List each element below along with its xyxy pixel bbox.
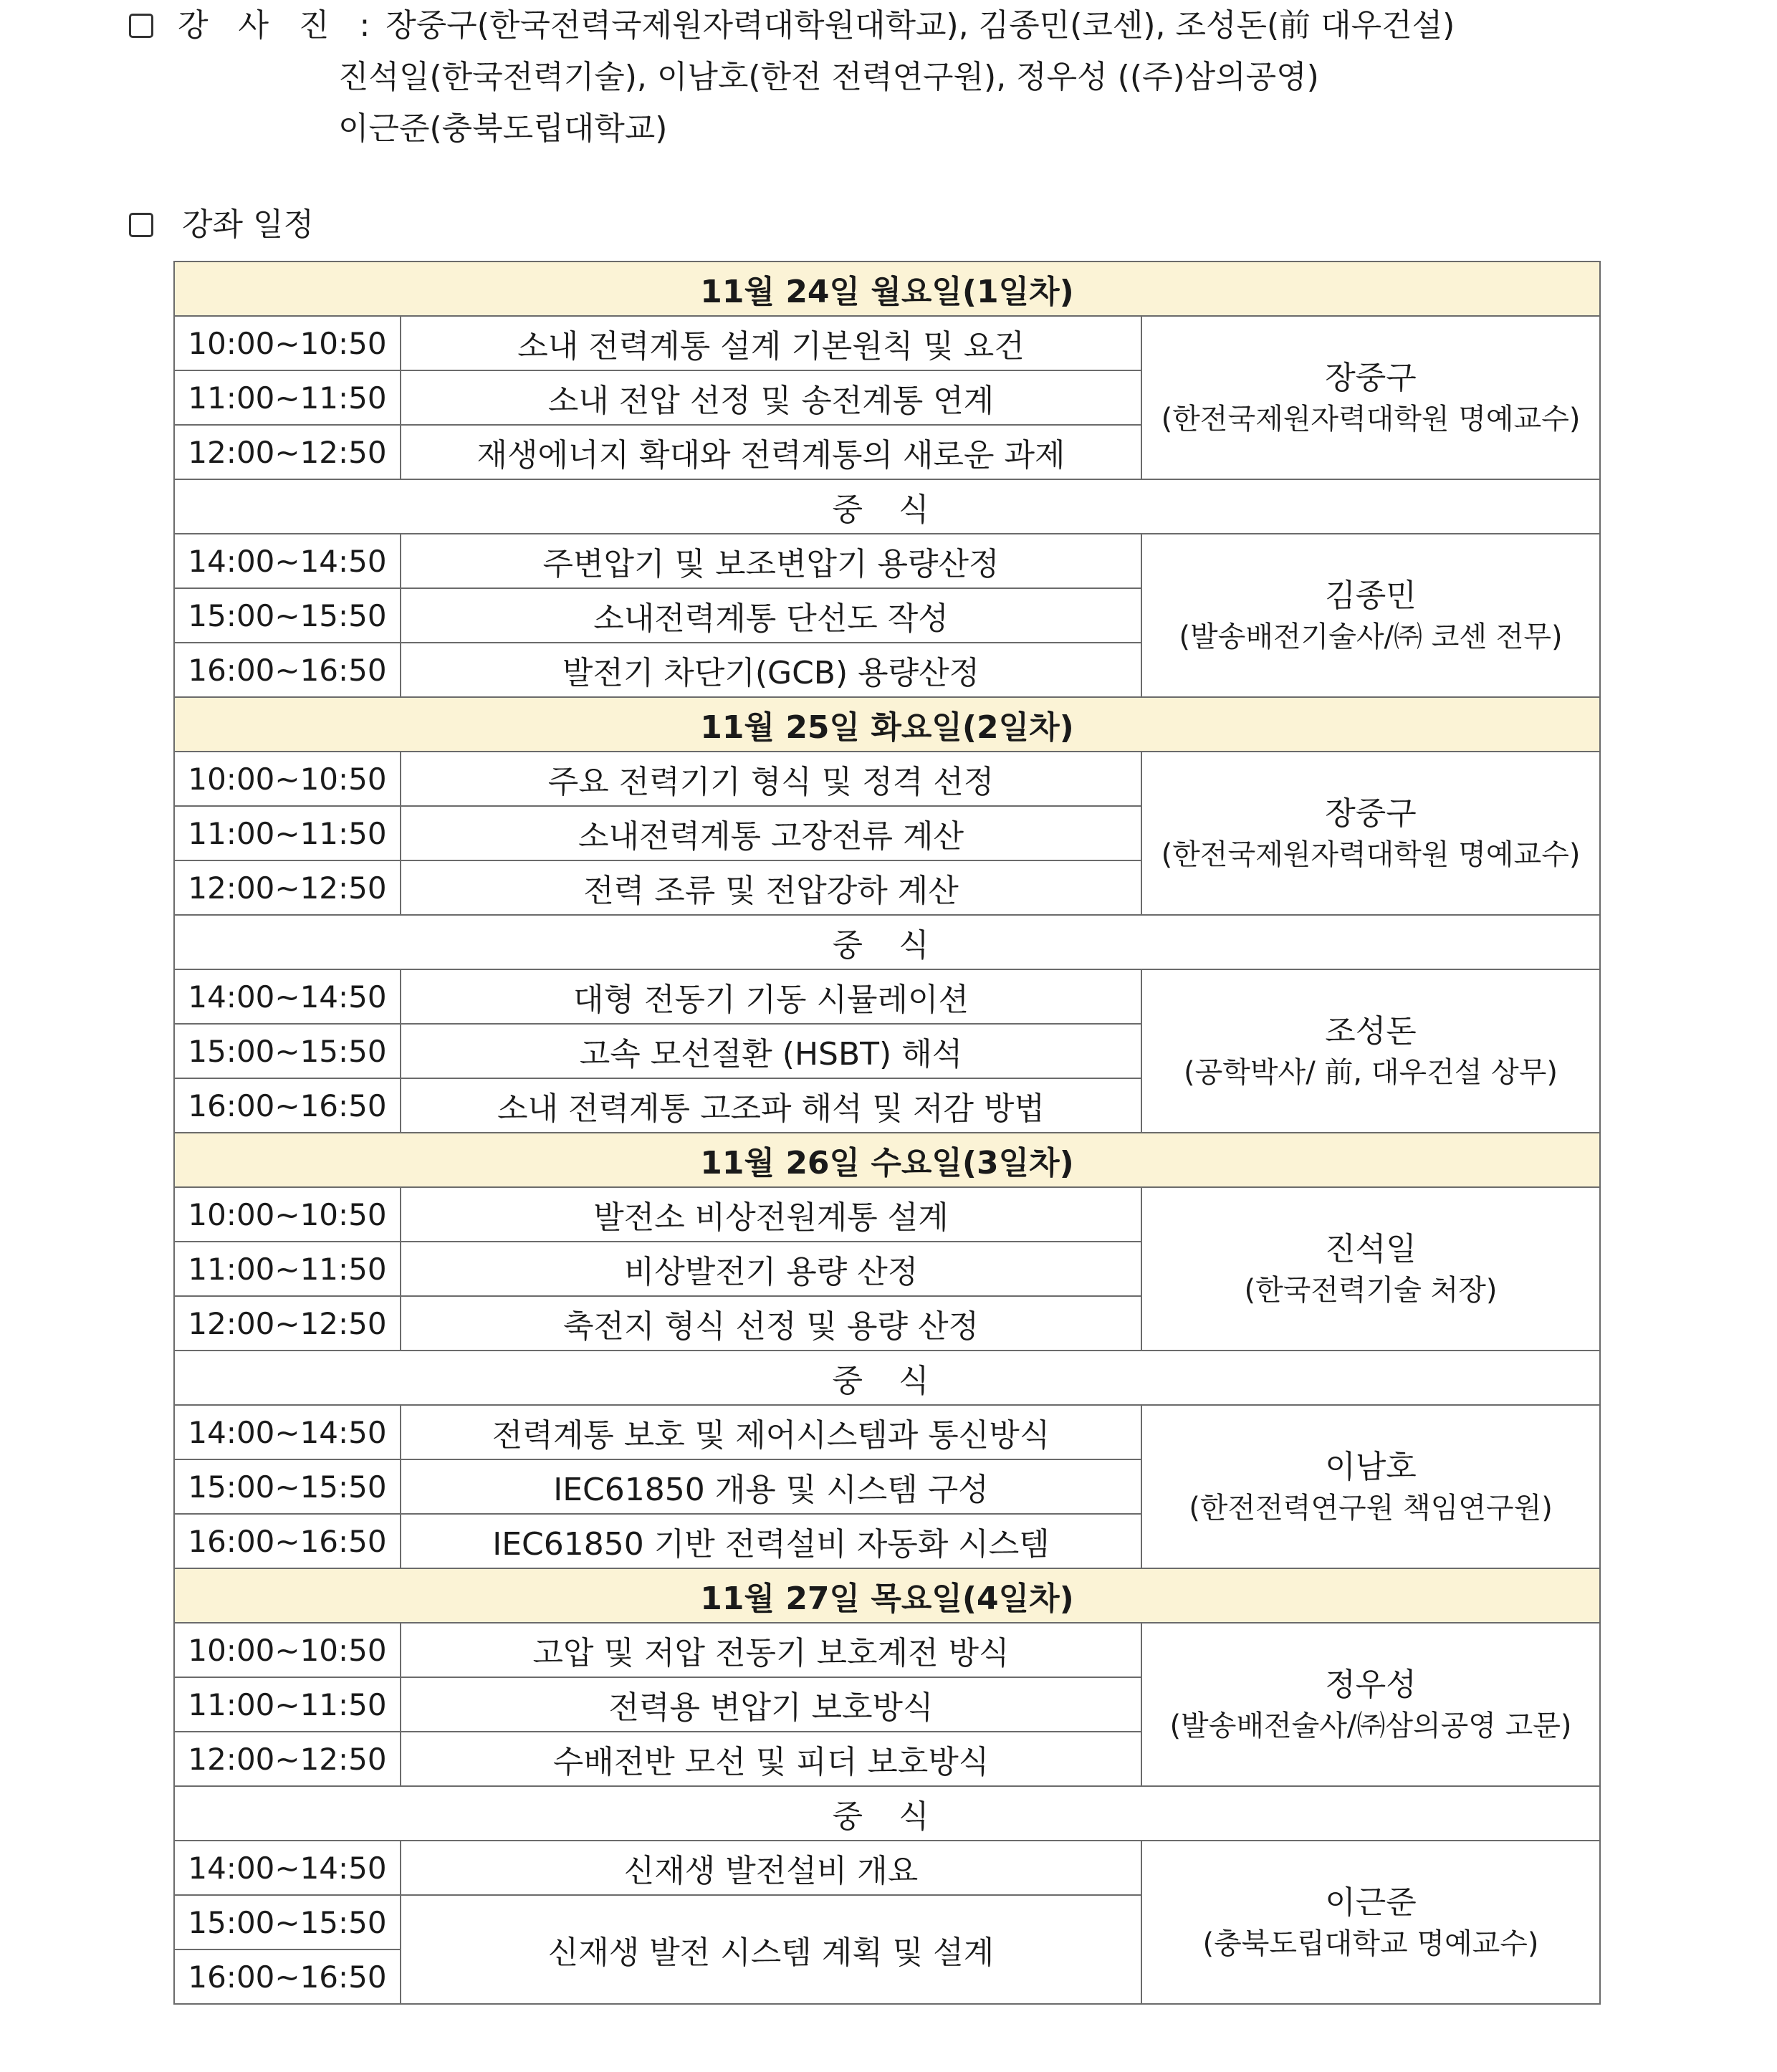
instructor-name: 이근준 (1325, 1884, 1417, 1921)
instructor-affiliation: (충북도립대학교 명예교수) (1202, 1927, 1539, 1960)
session-topic: 전력 조류 및 전압강하 계산 (401, 860, 1141, 915)
session-time: 10:00~10:50 (174, 1187, 401, 1242)
lunch-break: 중 식 (174, 1786, 1600, 1841)
lunch-row (174, 915, 1600, 969)
instructor-cell (1141, 752, 1600, 915)
session-row (174, 1405, 1600, 1459)
session-time: 16:00~16:50 (174, 1514, 401, 1568)
instructor-affiliation: (한전국제원자력대학원 명예교수) (1161, 838, 1581, 871)
instructor-name: 이남호 (1325, 1449, 1417, 1485)
session-time: 10:00~10:50 (174, 752, 401, 806)
schedule-heading (129, 202, 314, 248)
instructor-text: 장중구(한국전력국제원자력대학원대학교), 김종민(코센), 조성돈(前 대우건설) (385, 7, 1455, 44)
session-time: 12:00~12:50 (174, 425, 401, 479)
instructor-cell (1141, 316, 1600, 479)
session-topic: IEC61850 기반 전력설비 자동화 시스템 (401, 1514, 1141, 1568)
instructor-line-3 (129, 103, 1455, 155)
session-topic: 발전소 비상전원계통 설계 (401, 1187, 1141, 1242)
session-time: 16:00~16:50 (174, 1949, 401, 2004)
lunch-row (174, 1351, 1600, 1405)
session-time: 15:00~15:50 (174, 588, 401, 643)
session-topic: 소내 전력계통 고조파 해석 및 저감 방법 (401, 1078, 1141, 1133)
instructor-section (129, 0, 1455, 155)
instructor-name: 조성돈 (1325, 1013, 1417, 1050)
instructor-label: 강 사 진 : (178, 7, 380, 44)
session-topic: 소내 전력계통 설계 기본원칙 및 요건 (401, 316, 1141, 370)
instructor-affiliation: (발송배전기술사/㈜ 코센 전무) (1179, 620, 1563, 653)
instructor-cell (1141, 1405, 1600, 1568)
session-topic: 재생에너지 확대와 전력계통의 새로운 과제 (401, 425, 1141, 479)
session-row (174, 534, 1600, 588)
session-time: 12:00~12:50 (174, 1296, 401, 1351)
instructor-cell (1141, 1187, 1600, 1351)
instructor-cell (1141, 1623, 1600, 1786)
instructor-affiliation: (공학박사/ 前, 대우건설 상무) (1184, 1056, 1558, 1089)
day-header-row (174, 1568, 1600, 1623)
day-header: 11월 25일 화요일(2일차) (174, 697, 1600, 752)
lunch-row (174, 479, 1600, 534)
session-topic: 소내전력계통 고장전류 계산 (401, 806, 1141, 860)
session-time: 12:00~12:50 (174, 1732, 401, 1786)
session-time: 11:00~11:50 (174, 806, 401, 860)
session-row (174, 316, 1600, 370)
session-row (174, 752, 1600, 806)
instructor-cell (1141, 534, 1600, 697)
session-time: 11:00~11:50 (174, 1242, 401, 1296)
day-header: 11월 26일 수요일(3일차) (174, 1133, 1600, 1187)
session-time: 11:00~11:50 (174, 1677, 401, 1732)
session-row (174, 1187, 1600, 1242)
day-header-row (174, 1133, 1600, 1187)
session-time: 14:00~14:50 (174, 1841, 401, 1895)
session-time: 15:00~15:50 (174, 1024, 401, 1078)
lunch-break: 중 식 (174, 915, 1600, 969)
session-time: 14:00~14:50 (174, 534, 401, 588)
lunch-row (174, 1786, 1600, 1841)
session-time: 11:00~11:50 (174, 370, 401, 425)
session-topic: 고속 모선절환 (HSBT) 해석 (401, 1024, 1141, 1078)
session-topic: 발전기 차단기(GCB) 용량산정 (401, 643, 1141, 697)
session-time: 14:00~14:50 (174, 969, 401, 1024)
day-header: 11월 27일 목요일(4일차) (174, 1568, 1600, 1623)
session-topic: 신재생 발전 시스템 계획 및 설계 (401, 1895, 1141, 2004)
schedule-table (173, 261, 1601, 2005)
session-time: 16:00~16:50 (174, 1078, 401, 1133)
session-topic: 축전지 형식 선정 및 용량 산정 (401, 1296, 1141, 1351)
session-topic: 주변압기 및 보조변압기 용량산정 (401, 534, 1141, 588)
instructor-cell (1141, 1841, 1600, 2004)
checkbox-icon (129, 213, 153, 237)
day-header-row (174, 697, 1600, 752)
session-time: 14:00~14:50 (174, 1405, 401, 1459)
instructor-cell (1141, 969, 1600, 1133)
instructor-text: 이근준(충북도립대학교) (338, 110, 668, 147)
instructor-affiliation: (발송배전술사/㈜삼의공영 고문) (1169, 1709, 1572, 1742)
session-topic: 소내전력계통 단선도 작성 (401, 588, 1141, 643)
instructor-name: 김종민 (1325, 577, 1417, 614)
session-topic: 전력용 변압기 보호방식 (401, 1677, 1141, 1732)
instructor-name: 정우성 (1325, 1666, 1417, 1703)
session-row (174, 1841, 1600, 1895)
session-topic: 소내 전압 선정 및 송전계통 연계 (401, 370, 1141, 425)
instructor-affiliation: (한국전력기술 처장) (1244, 1274, 1498, 1307)
instructor-name: 장중구 (1325, 795, 1417, 832)
instructor-name: 장중구 (1325, 360, 1417, 396)
session-topic: 고압 및 저압 전동기 보호계전 방식 (401, 1623, 1141, 1677)
instructor-line-2 (129, 52, 1455, 103)
instructor-affiliation: (한전국제원자력대학원 명예교수) (1161, 403, 1581, 436)
session-time: 15:00~15:50 (174, 1459, 401, 1514)
session-row (174, 969, 1600, 1024)
instructor-line-1 (129, 0, 1455, 52)
session-topic: 비상발전기 용량 산정 (401, 1242, 1141, 1296)
checkbox-icon (129, 14, 153, 38)
session-topic: 주요 전력기기 형식 및 정격 선정 (401, 752, 1141, 806)
session-time: 10:00~10:50 (174, 1623, 401, 1677)
session-time: 15:00~15:50 (174, 1895, 401, 1949)
day-header: 11월 24일 월요일(1일차) (174, 262, 1600, 316)
instructor-name: 진석일 (1325, 1231, 1417, 1267)
instructor-text: 진석일(한국전력기술), 이남호(한전 전력연구원), 정우성 ((주)삼의공영) (338, 59, 1319, 95)
day-header-row (174, 262, 1600, 316)
session-topic: 수배전반 모선 및 피더 보호방식 (401, 1732, 1141, 1786)
session-time: 12:00~12:50 (174, 860, 401, 915)
session-time: 10:00~10:50 (174, 316, 401, 370)
session-row (174, 1623, 1600, 1677)
session-topic: 신재생 발전설비 개요 (401, 1841, 1141, 1895)
lunch-break: 중 식 (174, 479, 1600, 534)
session-time: 16:00~16:50 (174, 643, 401, 697)
session-topic: 전력계통 보호 및 제어시스템과 통신방식 (401, 1405, 1141, 1459)
schedule-title: 강좌 일정 (182, 206, 315, 243)
instructor-affiliation: (한전전력연구원 책임연구원) (1189, 1492, 1553, 1525)
session-topic: 대형 전동기 기동 시뮬레이션 (401, 969, 1141, 1024)
lunch-break: 중 식 (174, 1351, 1600, 1405)
session-topic: IEC61850 개용 및 시스템 구성 (401, 1459, 1141, 1514)
